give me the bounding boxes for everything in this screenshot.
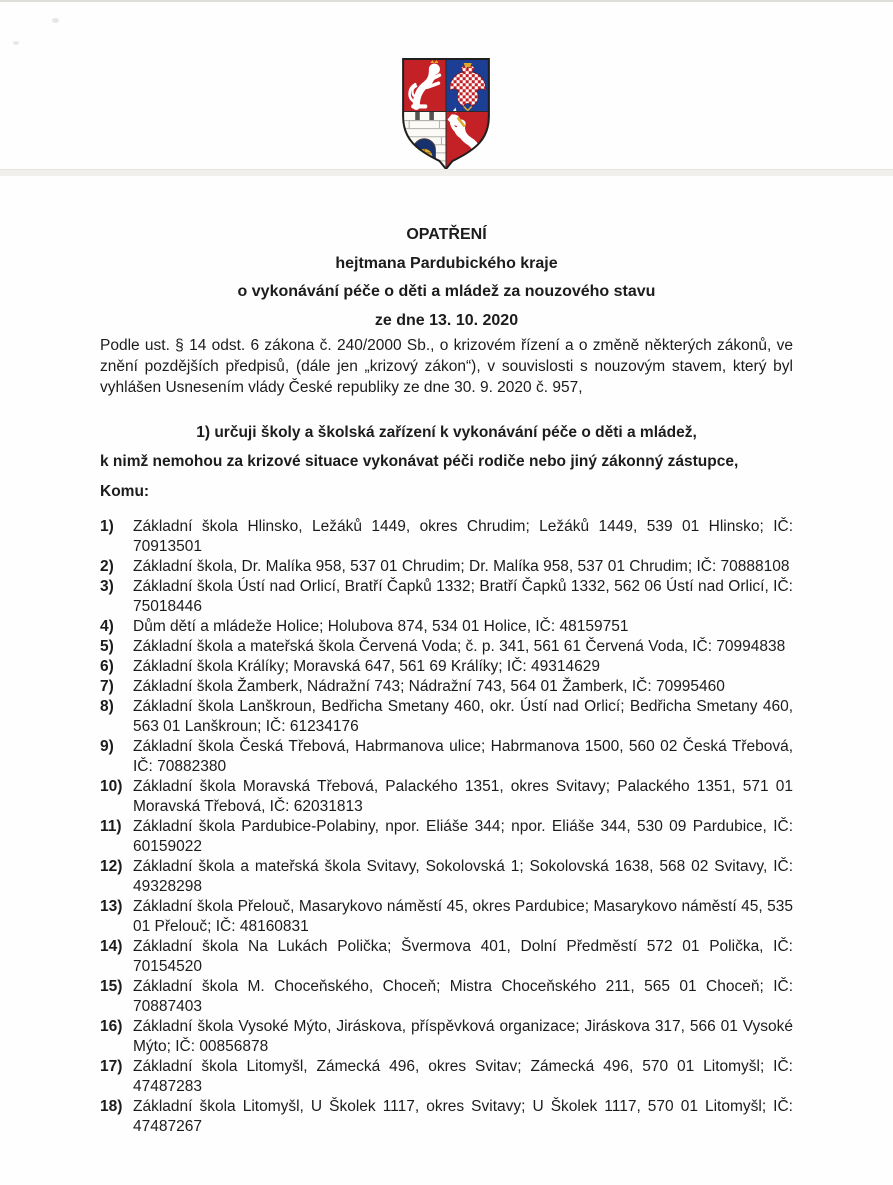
recipient-text: Základní škola Vysoké Mýto, Jiráskova, příspěvková organizace; Jiráskova 317, 566 01 Vysoké Mýto; IČ: 00856878 xyxy=(133,1018,793,1055)
recipient-text: Základní škola a mateřská škola Červená Voda; č. p. 341, 561 61 Červená Voda, IČ: 70994838 xyxy=(133,638,786,655)
title-issuer: hejtmana Pardubického kraje xyxy=(335,254,558,272)
intro-paragraph: Podle ust. § 14 odst. 6 zákona č. 240/2000 Sb., o krizovém řízení a o změně některých zákonů, ve znění pozdějších předpisů, (dále jen „krizový zákon“), v souvislosti s nouzovým stavem, který byl vyhlášen Usnesením vlády České republiky ze dne 30. 9. 2020 č. 957, xyxy=(100,337,793,396)
title-subject: o vykonávání péče o děti a mládež za nouzového stavu xyxy=(237,283,656,300)
recipient-item xyxy=(100,517,793,557)
recipient-item xyxy=(100,1017,793,1057)
recipient-text: Základní škola Litomyšl, Zámecká 496, okres Svitav; Zámecká 496, 570 01 Litomyšl; IČ: 47487283 xyxy=(133,1058,793,1095)
directive-continuation: k nimž nemohou za krizové situace vykonávat péči rodiče nebo jiný zákonný zástupce, xyxy=(100,453,739,470)
coat-of-arms-svg xyxy=(399,56,493,170)
recipient-item xyxy=(100,637,793,657)
recipient-number: 16) xyxy=(100,1018,123,1035)
recipient-number: 14) xyxy=(100,938,123,955)
document-content xyxy=(100,221,793,1137)
recipient-number: 4) xyxy=(100,618,114,635)
recipient-number: 8) xyxy=(100,698,114,715)
directive-heading: 1) určuji školy a školská zařízení k vykonávání péče o děti a mládež, xyxy=(196,424,697,441)
recipients-list xyxy=(100,517,793,1137)
recipient-item xyxy=(100,677,793,697)
recipient-item xyxy=(100,737,793,777)
recipient-text: Základní škola Králíky; Moravská 647, 561 69 Králíky; IČ: 49314629 xyxy=(133,658,600,675)
recipient-number: 18) xyxy=(100,1098,123,1115)
recipient-item xyxy=(100,777,793,817)
recipient-text: Základní škola Na Lukách Polička; Švermova 401, Dolní Předměstí 572 01 Polička, IČ: 70154520 xyxy=(133,938,793,975)
recipient-item xyxy=(100,697,793,737)
recipient-item xyxy=(100,977,793,1017)
recipient-text: Základní škola Pardubice-Polabiny, npor. Eliáše 344; npor. Eliáše 344, 530 09 Pardubice, IČ: 60159022 xyxy=(133,818,793,855)
recipient-number: 11) xyxy=(100,818,122,835)
recipient-text: Základní škola, Dr. Malíka 958, 537 01 Chrudim; Dr. Malíka 958, 537 01 Chrudim; IČ: 70888108 xyxy=(133,558,790,575)
scan-artifact-top-line xyxy=(0,0,893,2)
pardubice-region-coat-of-arms-icon xyxy=(399,56,493,170)
recipients-label: Komu: xyxy=(100,483,150,500)
recipient-item xyxy=(100,617,793,637)
recipient-item xyxy=(100,897,793,937)
recipient-text: Základní škola a mateřská škola Svitavy, Sokolovská 1; Sokolovská 1638, 568 02 Svitavy, IČ: 49328298 xyxy=(133,858,793,895)
recipient-text: Dům dětí a mládeže Holice; Holubova 874, 534 01 Holice, IČ: 48159751 xyxy=(133,618,629,635)
document-title: OPATŘENÍ xyxy=(406,226,487,243)
recipient-number: 2) xyxy=(100,558,114,575)
recipient-item xyxy=(100,857,793,897)
recipient-text: Základní škola Přelouč, Masarykovo náměstí 45, okres Pardubice; Masarykovo náměstí 45, 535 01 Přelouč; IČ: 48160831 xyxy=(133,898,793,935)
recipient-number: 7) xyxy=(100,678,114,695)
scan-speck xyxy=(52,18,59,23)
recipient-text: Základní škola M. Choceňského, Choceň; Mistra Choceňského 211, 565 01 Choceň; IČ: 70887403 xyxy=(133,978,793,1015)
recipient-text: Základní škola Litomyšl, U Školek 1117, okres Svitavy; U Školek 1117, 570 01 Litomyšl; IČ: 47487267 xyxy=(133,1098,793,1135)
recipient-number: 17) xyxy=(100,1058,123,1075)
recipient-number: 1) xyxy=(100,518,114,535)
title-date: ze dne 13. 10. 2020 xyxy=(374,311,519,329)
recipient-number: 3) xyxy=(100,578,114,595)
recipient-text: Základní škola Ústí nad Orlicí, Bratří Čapků 1332; Bratří Čapků 1332, 562 06 Ústí nad Orlicí, IČ: 75018446 xyxy=(133,578,793,615)
recipient-item xyxy=(100,937,793,977)
recipient-number: 9) xyxy=(100,738,114,755)
recipient-number: 12) xyxy=(100,858,123,875)
recipient-number: 6) xyxy=(100,658,114,675)
recipient-item xyxy=(100,1097,793,1137)
title-block xyxy=(100,221,793,335)
recipient-item xyxy=(100,577,793,617)
recipient-item xyxy=(100,817,793,857)
recipient-text: Základní škola Žamberk, Nádražní 743; Nádražní 743, 564 01 Žamberk, IČ: 70995460 xyxy=(133,678,725,695)
recipient-number: 15) xyxy=(100,978,123,995)
recipient-text: Základní škola Moravská Třebová, Palackého 1351, okres Svitavy; Palackého 1351, 571 01 Moravská Třebová, IČ: 62031813 xyxy=(133,778,793,815)
recipient-item xyxy=(100,1057,793,1097)
recipient-item xyxy=(100,657,793,677)
scan-artifact-band xyxy=(0,169,893,176)
scan-speck xyxy=(13,41,19,45)
recipient-item xyxy=(100,557,793,577)
recipient-number: 5) xyxy=(100,638,114,655)
recipient-text: Základní škola Česká Třebová, Habrmanova ulice; Habrmanova 1500, 560 02 Česká Třebová, IČ: 70882380 xyxy=(133,738,793,775)
recipient-text: Základní škola Hlinsko, Ležáků 1449, okres Chrudim; Ležáků 1449, 539 01 Hlinsko; IČ: 70913501 xyxy=(133,518,793,555)
recipient-text: Základní škola Lanškroun, Bedřicha Smetany 460, okr. Ústí nad Orlicí; Bedřicha Smetany 460, 563 01 Lanškroun; IČ: 61234176 xyxy=(133,698,793,735)
recipient-number: 10) xyxy=(100,778,123,795)
recipient-number: 13) xyxy=(100,898,123,915)
